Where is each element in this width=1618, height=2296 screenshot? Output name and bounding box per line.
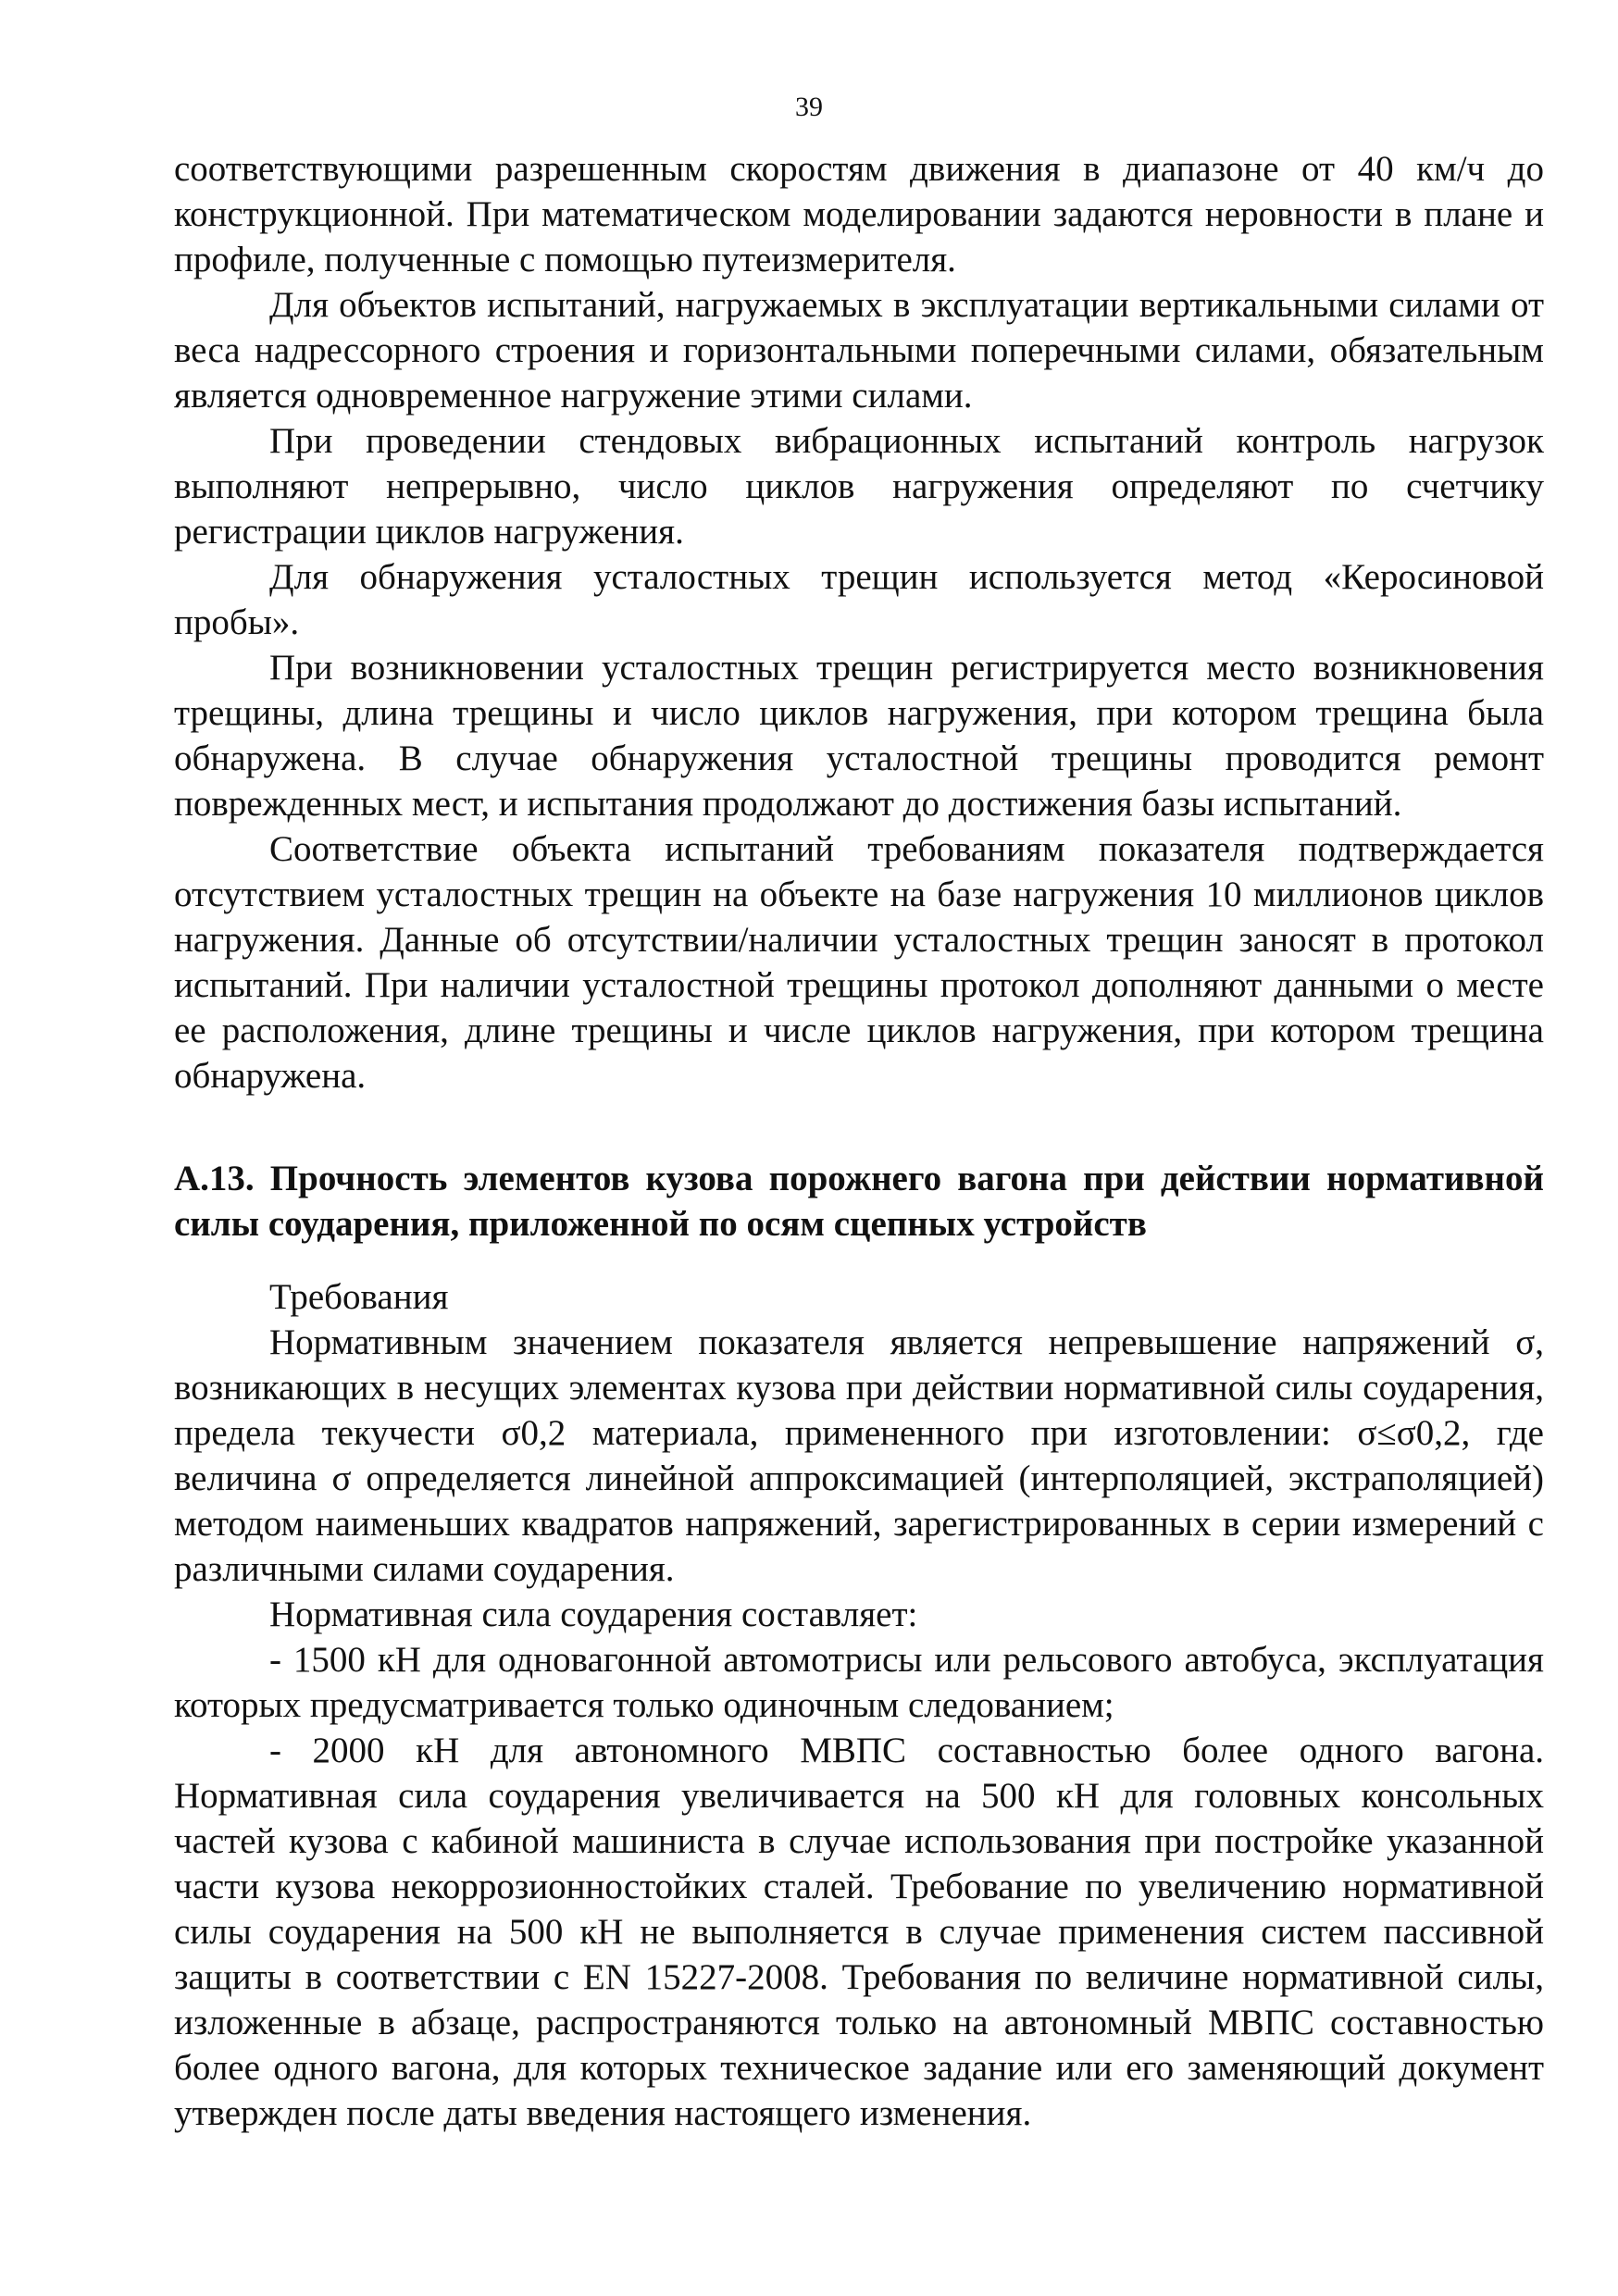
- paragraph-collision-force-intro: Нормативная сила соударения составляет:: [269, 1595, 918, 1634]
- paragraph-loading-forces: Для объектов испытаний, нагружаемых в эксплуатации вертикальными силами от веса надрессорного строения и горизонтальными поперечными силами, обязательным является одновременное нагружение этими силами.: [174, 285, 1544, 416]
- list-item-1500kn: - 1500 кН для одновагонной автомотрисы или рельсового автобуса, эксплуатация которых предусматривается только одиночным следованием;: [174, 1640, 1544, 1725]
- paragraph-normative-value: Нормативным значением показателя является непревышение напряжений σ, возникающих в несущих элементах кузова при действии нормативной силы соударения, предела текучести σ0,2 материала, примененного при изготовлении: σ≤σ0,2, где величина σ определяется линейной аппроксимацией (интерполяцией, экстраполяцией) методом наименьших квадратов напряжений, зарегистрированных в серии измерений с различными силами соударения.: [174, 1322, 1544, 1589]
- paragraph-crack-registration: При возникновении усталостных трещин регистрируется место возникновения трещины, длина трещины и число циклов нагружения, при котором трещина была обнаружена. В случае обнаружения усталостной трещины проводится ремонт поврежденных мест, и испытания продолжают до достижения базы испытаний.: [174, 648, 1544, 824]
- page-number: 39: [795, 92, 823, 122]
- document-body: [174, 146, 1544, 2136]
- section-heading: А.13. Прочность элементов кузова порожнего вагона при действии нормативной силы соударения, приложенной по осям сцепных устройств: [174, 1159, 1544, 1244]
- paragraph-kerosene-test: Для обнаружения усталостных трещин используется метод «Керосиновой пробы».: [174, 557, 1544, 642]
- paragraph-bench-tests: При проведении стендовых вибрационных испытаний контроль нагрузок выполняют непрерывно, число циклов нагружения определяют по счетчику регистрации циклов нагружения.: [174, 421, 1544, 552]
- paragraph-compliance: Соответствие объекта испытаний требованиям показателя подтверждается отсутствием усталостных трещин на объекте на базе нагружения 10 миллионов циклов нагружения. Данные об отсутствии/наличии усталостных трещин заносят в протокол испытаний. При наличии усталостной трещины протокол дополняют данными о месте ее расположения, длине трещины и числе циклов нагружения, при котором трещина обнаружена.: [174, 829, 1544, 1096]
- paragraph-continuation: соответствующими разрешенным скоростям движения в диапазоне от 40 км/ч до конструкционной. При математическом моделировании задаются неровности в плане и профиле, полученные с помощью путеизмерителя.: [174, 149, 1544, 279]
- section-subheading: Требования: [269, 1277, 449, 1317]
- list-item-2000kn: - 2000 кН для автономного МВПС составностью более одного вагона. Нормативная сила соударения увеличивается на 500 кН для головных консольных частей кузова с кабиной машиниста в случае использования при постройке указанной части кузова некоррозионностойких сталей. Требование по увеличению нормативной силы соударения на 500 кН не выполняется в случае применения систем пассивной защиты в соответствии с EN 15227-2008. Требования по величине нормативной силы, изложенные в абзаце, распространяются только на автономный МВПС составностью более одного вагона, для которых техническое задание или его заменяющий документ утвержден после даты введения настоящего изменения.: [174, 1731, 1544, 2133]
